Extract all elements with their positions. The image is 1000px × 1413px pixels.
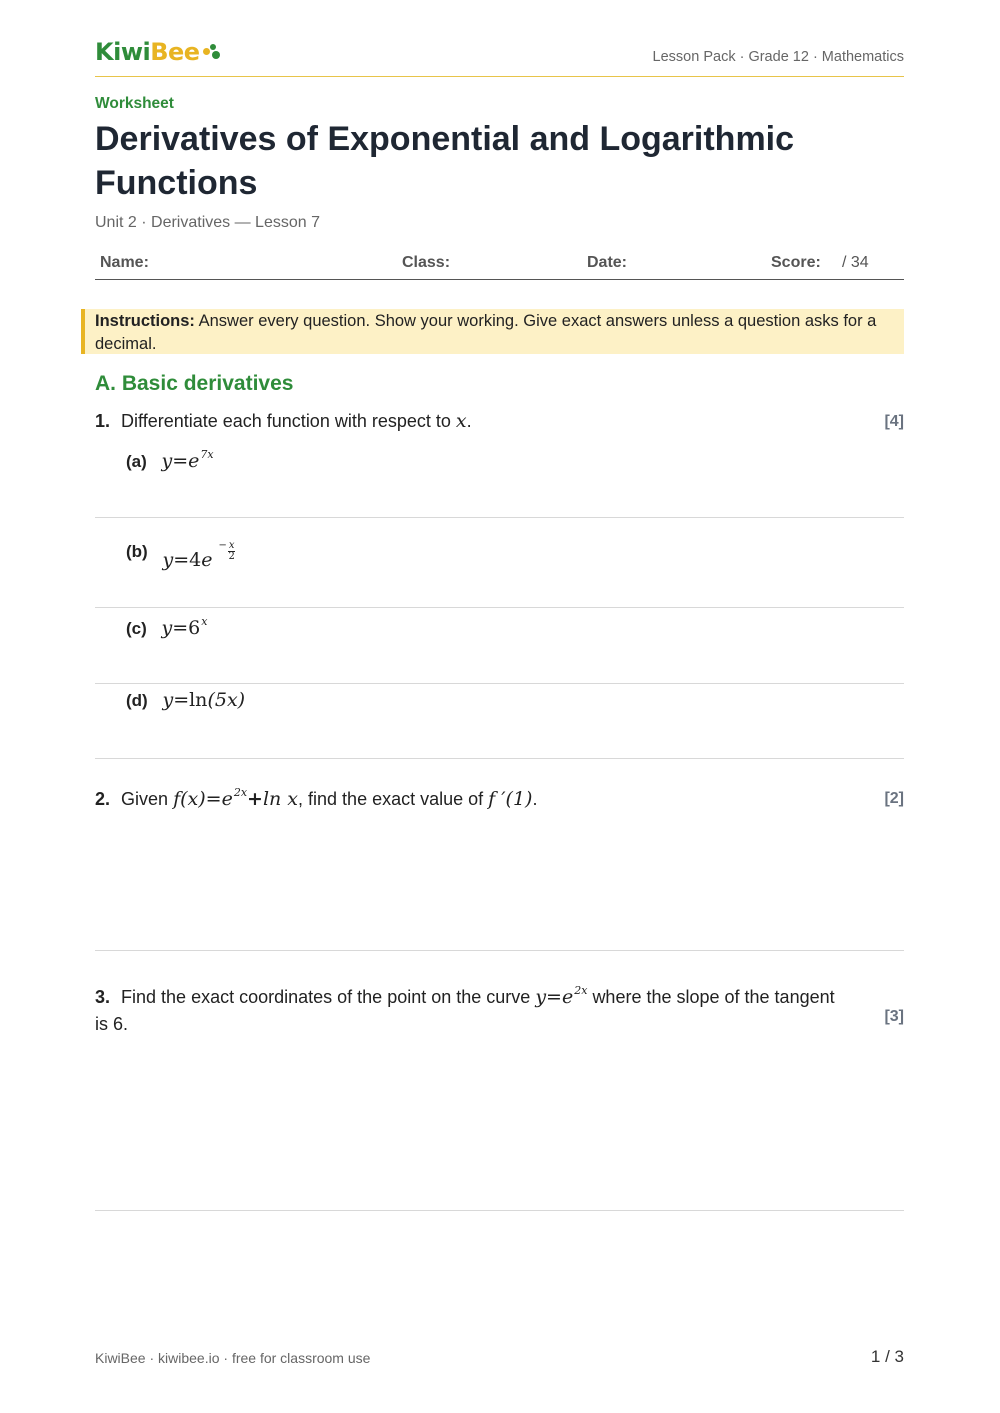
section-heading-a: A. Basic derivatives xyxy=(95,372,294,395)
question-text: is 6. xyxy=(95,1014,129,1034)
answer-divider xyxy=(95,683,904,684)
math-expression: $y=e^{2x}$ xyxy=(535,984,588,1008)
part-label: (a) xyxy=(126,452,147,471)
page-title: Derivatives of Exponential and Logarithmic Functions xyxy=(95,120,795,202)
kiwibee-logo[interactable] xyxy=(95,38,221,66)
question-number: 2. xyxy=(95,789,111,809)
instructions-label: Instructions: xyxy=(95,312,195,330)
question-text: Find the exact coordinates of the point on the curve xyxy=(121,987,531,1007)
bee-dots-icon xyxy=(203,42,221,62)
question-1d xyxy=(126,689,245,711)
header-divider xyxy=(95,76,904,77)
page-subtitle: Unit 2 · Derivatives — Lesson 7 xyxy=(95,214,320,231)
math-expression: f ′(1) xyxy=(488,788,533,810)
student-info-row xyxy=(95,252,904,280)
question-text: , find the exact value of xyxy=(298,789,484,809)
marks-badge: [3] xyxy=(884,1008,904,1025)
marks-badge: [4] xyxy=(884,413,904,430)
score-field-label: Score: xyxy=(771,254,821,271)
math-expression: $f(x)=e^{2x}+\ln$ x xyxy=(173,786,299,810)
answer-divider xyxy=(95,950,904,951)
math-expression: y=4e− $\frac{x}{2}$ xyxy=(162,540,235,571)
question-1: 1. Differentiate each function with respect to x. xyxy=(95,410,472,432)
math-expression: y=ln(5x) xyxy=(162,689,246,711)
logo-text-kiwi: Kiwi xyxy=(95,38,151,66)
instructions-text: Answer every question. Show your working. Give exact answers unless a question asks for a decimal. xyxy=(95,312,877,353)
question-3 xyxy=(95,977,904,1038)
logo-text-bee: Bee xyxy=(150,38,200,66)
header-meta: Lesson Pack · Grade 12 · Mathematics xyxy=(652,49,904,65)
question-1a xyxy=(126,448,214,472)
question-text: where the slope of the tangent xyxy=(592,987,835,1007)
answer-divider xyxy=(95,607,904,608)
question-1c xyxy=(126,615,207,639)
math-expression: $y=6^x$ xyxy=(161,615,208,639)
question-1b xyxy=(126,531,235,571)
answer-divider xyxy=(95,517,904,518)
instructions-box xyxy=(81,309,904,354)
answer-divider xyxy=(95,1210,904,1211)
score-total: / 34 xyxy=(842,254,869,271)
math-variable: x xyxy=(455,410,467,432)
page-number: 1 / 3 xyxy=(870,1347,904,1366)
worksheet-page xyxy=(95,0,904,1413)
question-2: 2. Given $f(x)=e^{2x}+\ln$ x, find the exact value of f ′(1). xyxy=(95,786,538,810)
marks-badge: [2] xyxy=(884,790,904,807)
date-field-label[interactable]: Date: xyxy=(587,254,628,271)
part-label: (b) xyxy=(126,542,148,561)
question-number: 1. xyxy=(95,411,111,431)
part-label: (c) xyxy=(126,619,147,638)
answer-divider xyxy=(95,758,904,759)
doc-type-label: Worksheet xyxy=(95,95,174,112)
math-expression: $y=e^{7x}$ xyxy=(161,448,214,472)
part-label: (d) xyxy=(126,691,148,710)
name-field-label[interactable]: Name: xyxy=(100,254,149,271)
question-text: Given xyxy=(121,789,169,809)
class-field-label[interactable]: Class: xyxy=(402,254,451,271)
footer-credit: KiwiBee · kiwibee.io · free for classroom use xyxy=(95,1350,371,1366)
question-number: 3. xyxy=(95,987,111,1007)
question-text: Differentiate each function with respect to xyxy=(121,411,451,431)
